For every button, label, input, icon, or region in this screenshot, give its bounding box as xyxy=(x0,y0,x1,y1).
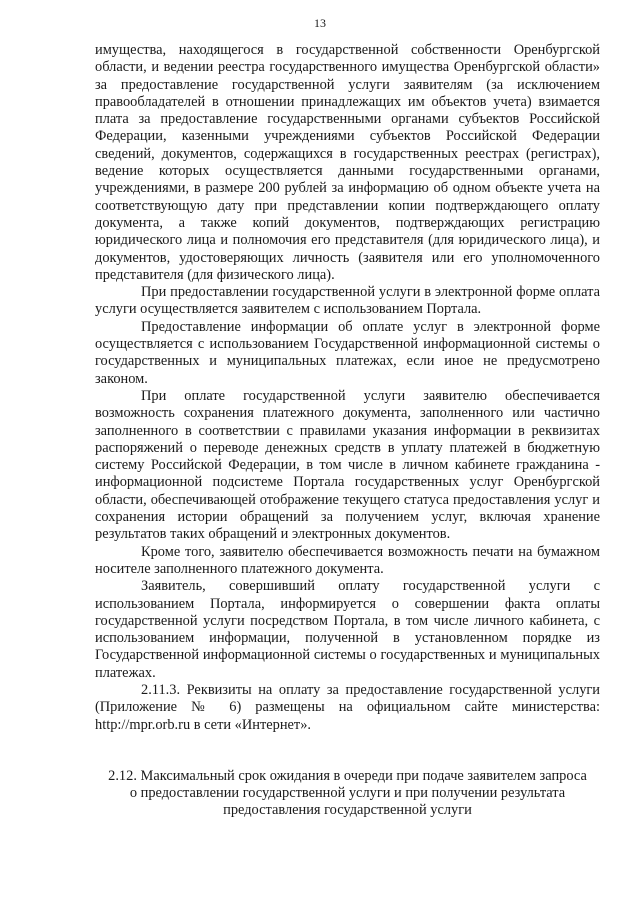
paragraph-payment-information: Предоставление информации об оплате услуг в электронной форме осуществляется с использованием Государственной информационной системы о государственных и муниципальных платежах, если иное не предусмотрено законом. xyxy=(95,318,600,387)
paragraph-fee-continuation: имущества, находящегося в государственной собственности Оренбургской области, и ведении реестра государственного имущества Оренбургской области» за предоставление государственной услуги заявителям (за исключением правообладателей в отношении принадлежащих им объектов учета) взимается плата за предоставление государственными органами субъектов Российской Федерации, казенными учреждениями субъектов Российской Федерации сведений, документов, содержащихся в государственных реестрах (регистрах), ведение которых осуществляется данными государственными органами, учреждениями, в размере 200 рублей за информацию об одном объекте учета на соответствующую дату при представлении копии подтверждающего оплату документа, а также копий документов, подтверждающих регистрацию юридического лица и полномочия его представителя (для юридического лица), и документов, удостоверяющих личность (заявителя или его уполномоченного представителя (для физического лица). xyxy=(95,42,600,283)
paragraph-payment-details: 2.11.3. Реквизиты на оплату за предоставление государственной услуги (Приложение № 6) размещены на официальном сайте министерства: http://mpr.orb.ru в сети «Интернет». xyxy=(95,681,600,733)
page-number: 13 xyxy=(314,16,326,30)
paragraph-payment-document-saving: При оплате государственной услуги заявителю обеспечивается возможность сохранения платежного документа, заполненного или частично заполненного в соответствии с правилами указания информации в реквизитах распоряжений о переводе денежных средств в уплату платежей в бюджетную систему Российской Федерации, в том числе в личном кабинете гражданина - информационной подсистеме Портала государственных услуг Оренбургской области, обеспечивающей отображение текущего статуса предоставления услуг и сохранения истории обращений за получением услуг, включая хранение результатов таких обращений и электронных документов. xyxy=(95,387,600,543)
document-body xyxy=(95,42,600,820)
paragraph-payment-notification: Заявитель, совершивший оплату государственной услуги с использованием Портала, информируется о совершении факта оплаты государственной услуги посредством Портала, в том числе личного кабинета, с использованием информации, полученной в установленном порядке из Государственной информационной системы о государственных и муниципальных платежах. xyxy=(95,578,600,681)
paragraph-electronic-payment: При предоставлении государственной услуги в электронной форме оплата услуги осуществляется заявителем с использованием Портала. xyxy=(95,284,600,318)
section-heading: 2.12. Максимальный срок ожидания в очереди при подаче заявителем запроса о предоставлении государственной услуги и при получении результата предоставления государственной услуги xyxy=(108,767,587,819)
paragraph-printing: Кроме того, заявителю обеспечивается возможность печати на бумажном носителе заполненного платежного документа. xyxy=(95,543,600,577)
